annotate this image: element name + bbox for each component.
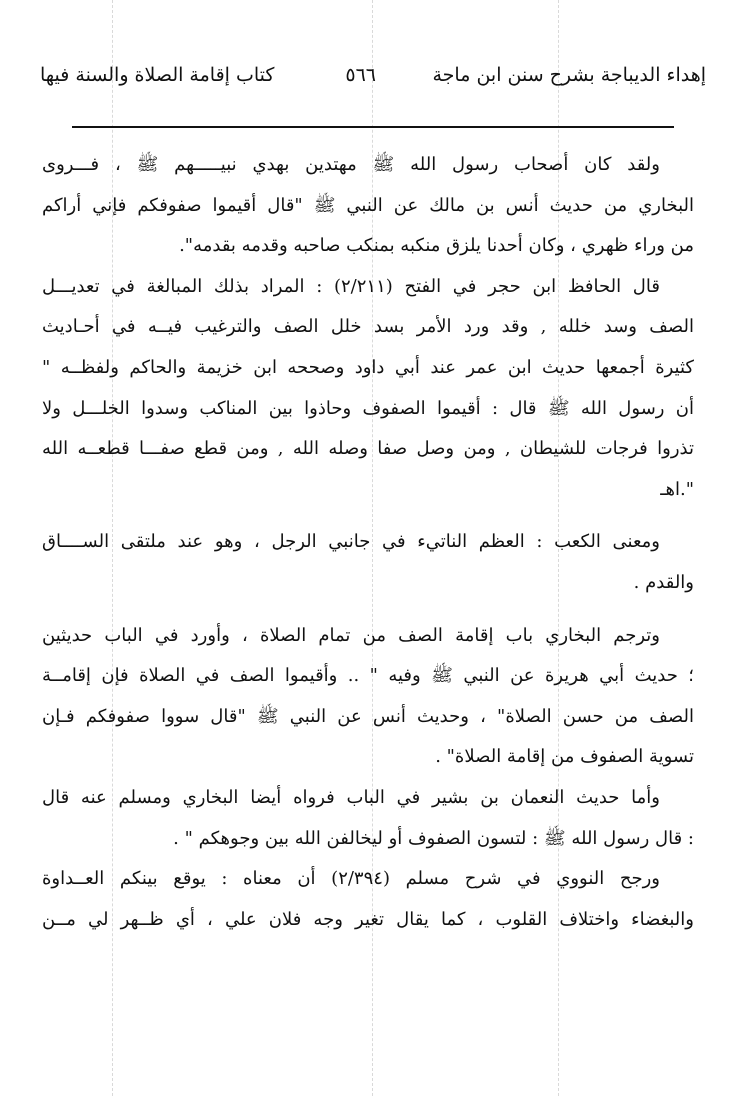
text-line: ورجح النووي في شرح مسلم (٢/٣٩٤) أن معناه : يوقع بينكم العــداوة (42, 868, 660, 890)
paragraph (42, 616, 694, 778)
text-line: وأما حديث النعمان بن بشير في الباب فرواه أيضا البخاري ومسلم عنه قال (42, 786, 660, 808)
text-line: البخاري من حديث أنس بن مالك عن النبي ﷺ "قال أقيموا صفوفكم فإني أراكم (42, 194, 694, 216)
text-line: ؛ حديث أبي هريرة عن النبي ﷺ وفيه " .. وأقيموا الصف في الصلاة فإن إقامــة (42, 665, 694, 687)
text-line: تذروا فرجات للشيطان , ومن وصل صفا وصله الله , ومن قطع صفـــا قطعــه الله (42, 438, 694, 460)
paragraph (42, 145, 694, 267)
header-section-title: كتاب إقامة الصلاة والسنة فيها (40, 64, 275, 86)
header-book-title: إهداء الديباجة بشرح سنن ابن ماجة (432, 64, 706, 86)
running-header (40, 58, 706, 92)
text-line: تسوية الصفوف من إقامة الصلاة" . (435, 746, 694, 768)
text-line: ومعنى الكعب : العظم الناتيء في جانبي الرجل ، وهو عند ملتقى الســــاق (42, 531, 660, 553)
header-rule (72, 126, 674, 128)
text-line: من وراء ظهري ، وكان أحدنا يلزق منكبه بمنكب صاحبه وقدمه بقدمه". (179, 235, 694, 257)
text-line: وترجم البخاري باب إقامة الصف من تمام الصلاة ، وأورد في الباب حديثين (42, 624, 660, 646)
text-line: ولقد كان أصحاب رسول الله ﷺ مهتدين بهدي نبيـــــهم ﷺ ، فـــروى (42, 154, 660, 175)
paragraph (42, 859, 694, 940)
text-line: الصف وسد خلله , وقد ورد الأمر بسد خلل الصف والترغيب فيــه في أحـاديث (42, 316, 694, 338)
body-text (42, 145, 694, 940)
paragraph (42, 522, 694, 603)
paragraph (42, 267, 694, 511)
text-line: : قال رسول الله ﷺ : لتسون الصفوف أو ليخالفن الله بين وجوهكم " . (173, 827, 694, 849)
text-line: أن رسول الله ﷺ قال : أقيموا الصفوف وحاذوا بين المناكب وسدوا الخلـــل ولا (42, 397, 694, 419)
text-line: قال الحافظ ابن حجر في الفتح (٢/٢١١) : المراد بذلك المبالغة في تعديـــل (42, 275, 660, 297)
text-line: ".اهـ (660, 478, 694, 500)
text-line: كثيرة أجمعها حديث ابن عمر عند أبي داود وصححه ابن خزيمة والحاكم ولفظــه " (42, 356, 694, 378)
text-line: والقدم . (633, 571, 694, 593)
text-line: الصف من حسن الصلاة" ، وحديث أنس عن النبي ﷺ "قال سووا صفوفكم فـإن (42, 705, 694, 727)
page-number: ٥٦٦ (345, 64, 376, 86)
text-line: والبغضاء واختلاف القلوب ، كما يقال تغير وجه فلان علي ، أي ظــهر لي مــن (42, 908, 694, 930)
paragraph (42, 778, 694, 859)
